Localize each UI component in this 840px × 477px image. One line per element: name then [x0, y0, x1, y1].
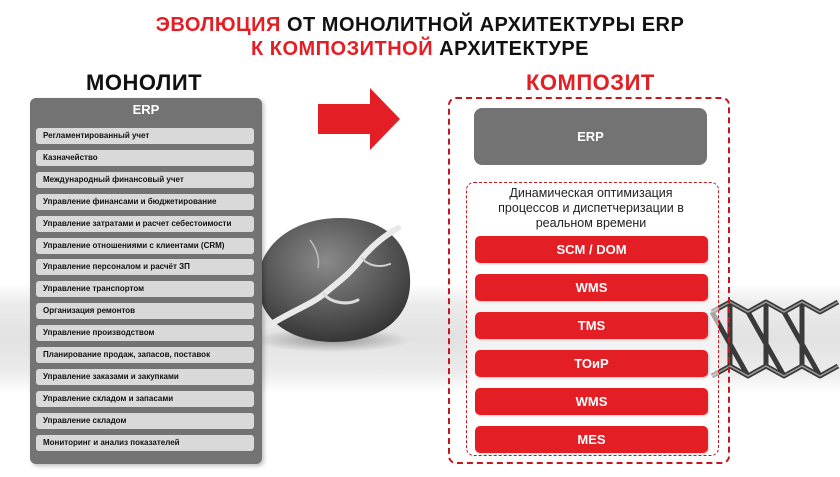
monolith-module-item: Управление финансами и бюджетирование: [36, 194, 254, 210]
monolith-module-item: Управление отношениями с клиентами (CRM): [36, 238, 254, 254]
monolith-module-item: Управление складом: [36, 413, 254, 429]
composite-erp-block: ERP: [474, 108, 707, 165]
monolith-module-item: Казначейство: [36, 150, 254, 166]
monolith-erp-panel: [30, 98, 262, 464]
monolith-module-item: Управление затратами и расчет себестоимости: [36, 216, 254, 232]
monolith-module-item: Управление персоналом и расчёт ЗП: [36, 259, 254, 275]
monolith-module-item: Управление производством: [36, 325, 254, 341]
cracked-stone-image: [250, 208, 415, 358]
composite-module-item: WMS: [475, 274, 708, 301]
composite-module-item: WMS: [475, 388, 708, 415]
composite-module-item: MES: [475, 426, 708, 453]
monolith-module-item: Мониторинг и анализ показателей: [36, 435, 254, 451]
composite-module-item: ТОиР: [475, 350, 708, 377]
monolith-module-item: Управление складом и запасами: [36, 391, 254, 407]
composite-module-item: TMS: [475, 312, 708, 339]
monolith-heading: МОНОЛИТ: [86, 70, 203, 95]
monolith-module-item: Организация ремонтов: [36, 303, 254, 319]
monolith-module-item: Управление заказами и закупками: [36, 369, 254, 385]
monolith-erp-title: ERP: [132, 102, 160, 117]
composite-heading: КОМПОЗИТ: [526, 70, 655, 95]
monolith-module-item: Международный финансовый учет: [36, 172, 254, 188]
monolith-module-item: Планирование продаж, запасов, поставок: [36, 347, 254, 363]
composite-description: Динамическая оптимизация процессов и диспетчеризации в реальном времени: [498, 186, 684, 230]
title-line-2-highlight: К КОМПОЗИТНОЙ: [250, 38, 434, 60]
title-line-2-rest: АРХИТЕКТУРЕ: [433, 38, 590, 60]
composite-module-item: SCM / DOM: [475, 236, 708, 263]
title-line-1: [0, 14, 840, 37]
arrow-right-icon: [318, 88, 402, 150]
title-line-1-rest: ОТ МОНОЛИТНОЙ АРХИТЕКТУРЫ ERP: [280, 14, 685, 36]
monolith-module-item: Управление транспортом: [36, 281, 254, 297]
title-line-2: [0, 38, 840, 61]
title-line-1-highlight: ЭВОЛЮЦИЯ: [155, 14, 281, 36]
monolith-module-item: Регламентированный учет: [36, 128, 254, 144]
